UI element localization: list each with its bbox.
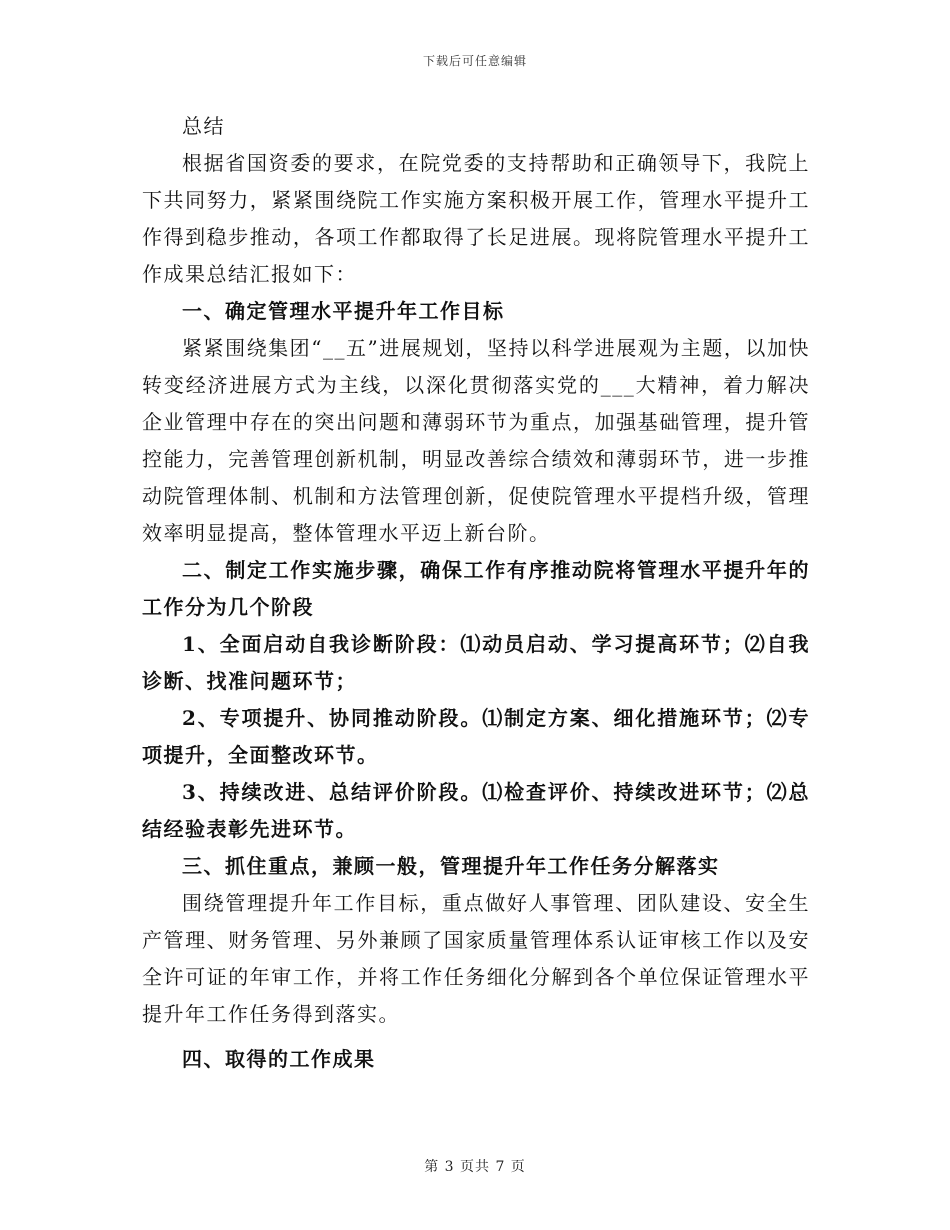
- step-1-item: 1、全面启动自我诊断阶段：⑴动员启动、学习提高环节；⑵自我诊断、找准问题环节；: [142, 632, 810, 693]
- step-2-item: 2、专项提升、协同推动阶段。⑴制定方案、细化措施环节；⑵专项提升，全面整改环节。: [142, 706, 810, 767]
- section-heading-1: 一、确定管理水平提升年工作目标: [182, 299, 505, 323]
- step-3-item: 3、持续改进、总结评价阶段。⑴检查评价、持续改进环节；⑵总结经验表彰先进环节。: [142, 780, 810, 841]
- document-title: 总结: [182, 114, 225, 138]
- header-note: 下载后可任意编辑: [422, 54, 527, 68]
- section-heading-4: 四、取得的工作成果: [182, 1047, 376, 1071]
- intro-paragraph: 根据省国资委的要求，在院党委的支持帮助和正确领导下，我院上下共同努力，紧紧围绕院工作实施方案积极开展工作，管理水平提升工作得到稳步推动，各项工作都取得了长足进展。现将院管理水平提升工作成果总结汇报如下：: [142, 151, 810, 286]
- section-heading-2: 二、制定工作实施步骤，确保工作有序推动院将管理水平提升年的工作分为几个阶段: [142, 558, 810, 619]
- section-1-paragraph: 紧紧围绕集团“__五”进展规划，坚持以科学进展观为主题，以加快转变经济进展方式为主线，以深化贯彻落实党的___大精神，着力解决企业管理中存在的突出问题和薄弱环节为重点，加强基础管理，提升管控能力，完善管理创新机制，明显改善综合绩效和薄弱环节，进一步推动院管理体制、机制和方法管理创新，促使院管理水平提档升级，管理效率明显提高，整体管理水平迈上新台阶。: [142, 336, 810, 545]
- document-body: [142, 108, 810, 1078]
- section-3-paragraph: 围绕管理提升年工作目标，重点做好人事管理、团队建设、安全生产管理、财务管理、另外兼顾了国家质量管理体系认证审核工作以及安全许可证的年审工作，并将工作任务细化分解到各个单位保证管理水平提升年工作任务得到落实。: [142, 891, 810, 1026]
- page-number: 第 3 页共 7 页: [424, 1159, 526, 1175]
- section-heading-3: 三、抓住重点，兼顾一般，管理提升年工作任务分解落实: [182, 854, 720, 878]
